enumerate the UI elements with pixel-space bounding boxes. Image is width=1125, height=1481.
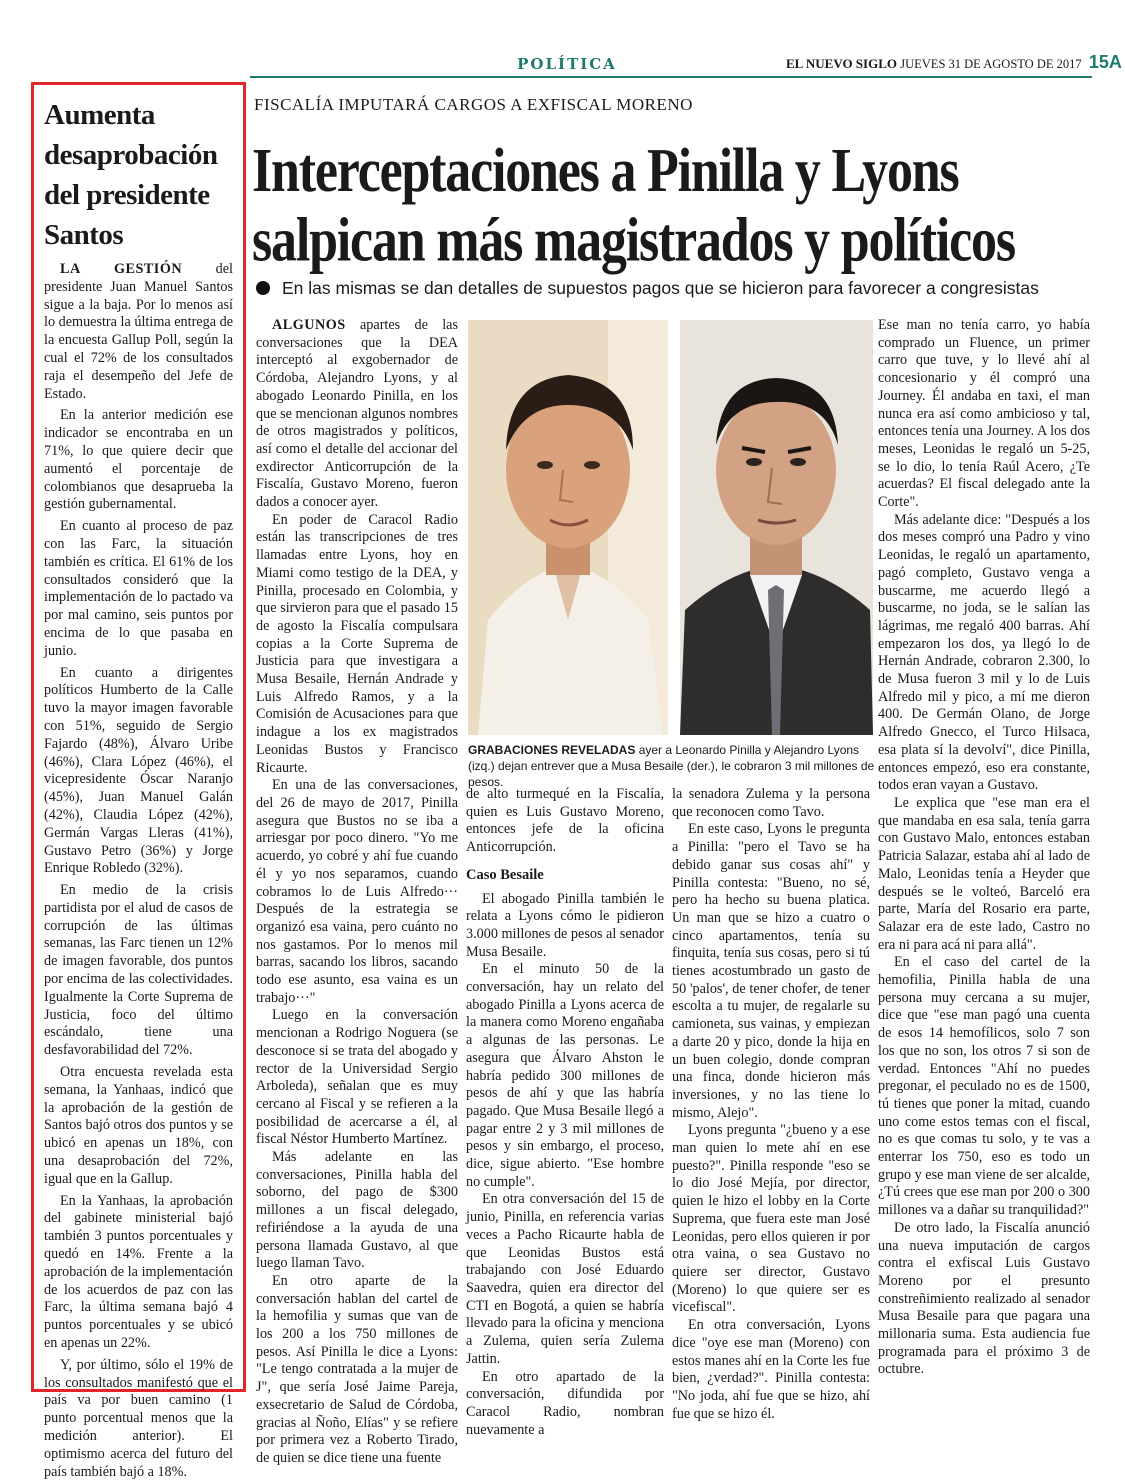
- sidebar-paragraph: En cuanto al proceso de paz con las Farc, la situación también es crítica. El 61% de los consultados consideró que la implementación de lo pactado va por mal camino, seis puntos por encima de lo que pasaba en junio.: [44, 518, 233, 659]
- article-column-4: [878, 317, 1090, 1397]
- deck-text: En las mismas se dan detalles de supuestos pagos que se hicieron para favorecer a congresistas: [282, 278, 1039, 298]
- sidebar-paragraph: Otra encuesta revelada esta semana, la Yanhaas, indicó que la aprobación de la gestión de Santos bajó otros dos puntos y se ubicó en apenas un 18%, con una desaprobación del 72%, igual que en la Gallup.: [44, 1064, 233, 1187]
- article-column-1: [256, 317, 458, 1466]
- sidebar-paragraph: En medio de la crisis partidista por el alud de casos de corrupción de las últimas semanas, las Farc tienen un 12% de imagen favorable, dos puntos por encima de las colectividades. Igualmente la Corte Suprema de Justicia, foco del último escándalo, tiene una desfavorabilidad del 72%.: [44, 882, 233, 1059]
- sidebar-paragraph: En la anterior medición ese indicador se encontraba en un 71%, lo que quiere decir que aumentó el porcentaje de colombianos que desaprueba la gestión gubernamental.: [44, 407, 233, 513]
- sidebar-lead: LA GESTIÓN: [60, 261, 183, 277]
- sidebar-paragraph: [44, 261, 233, 403]
- sidebar-paragraph: Y, por último, sólo el 19% de los consultados manifestó que el país va por buen camino (1 punto porcentual menos que la medición anterior). El optimismo acerca del futuro del país también bajó a 18%.: [44, 1356, 233, 1480]
- article-lead: ALGUNOS: [272, 317, 346, 333]
- page-number: 15A: [1088, 52, 1122, 72]
- sidebar-body: [34, 261, 243, 1481]
- sidebar-title-line: Santos: [44, 219, 124, 251]
- portrait-image: [680, 320, 873, 735]
- article-paragraph: En una de las conversaciones, del 26 de mayo de 2017, Pinilla asegura que Bustos no se iba a arriesgar por poco dinero. "Yo me acuerdo, yo cobré y ahí fue cuando él y yo nos separamos, cuando cobramos lo de Luis Alfredo··· Después de la estrategia se organizó esa vaina, pero cuánto no nos gastamos. Por lo menos mil barras, sacando los libros, sacando todo ese asunto, esa vaina es un trabajo···": [256, 777, 458, 1006]
- caption-text: ayer a Leonardo Pinilla y Alejandro Lyons (izq.) dejan entrever que a Musa Besaile (der.), le cobraron 3 mil millones de pesos.: [468, 743, 875, 789]
- sidebar-box: [31, 82, 246, 1480]
- article-paragraph: En otro apartado de la conversación, difundida por Caracol Radio, nombran nuevamente a: [466, 1368, 664, 1438]
- section-label: POLÍTICA: [517, 55, 617, 73]
- article-paragraph: En el minuto 50 de la conversación, hay un relato del abogado Pinilla a Lyons acerca de la manera como Moreno engañaba a algunas de las personas. Le asegura que Álvaro Ahston le habría pedido 300 millones de pesos de ahí y que las habría pagado. Que Musa Besaile llegó a pagar entre 2 y 3 mil millones de pesos y sin embargo, el proceso, dice, sigue abierto. "Ese hombre no cumple".: [466, 961, 664, 1190]
- sidebar-text: del presidente Juan Manuel Santos sigue a la baja. Por lo menos así lo demuestra la última entrega de la encuesta Gallup Poll, según la cual el 72% de los consultados raja el desempeño del Jefe de Estado.: [44, 261, 233, 402]
- article-paragraph: Ese man no tenía carro, yo había comprado un Fluence, un primer carro que tuve, y lo llevé ahí al concesionario y él compró una Journey. Él andaba en taxi, el man nunca era así como ambicioso y tal, entonces tenía una Journey. A los dos meses, Leonidas le regaló un 5-25, se lo dio, lo tenía Raúl Acero, ¿Te acuerdas? El fiscal delegado ante la Corte".: [878, 317, 1090, 511]
- photo-caption: [468, 742, 876, 790]
- sidebar-title-line: desaprobación: [44, 139, 218, 171]
- sidebar-title-line: Aumenta: [44, 99, 155, 131]
- bullet-icon: [256, 281, 270, 295]
- issue-date: JUEVES 31 DE AGOSTO DE 2017: [900, 57, 1082, 71]
- header-rule: [250, 76, 1092, 78]
- sidebar-paragraph: En cuanto a dirigentes políticos Humberto de la Calle tuvo la mayor imagen favorable con 51%, seguido de Sergio Fajardo (48%), Álvaro Uribe (46%), Clara López (46%), el vicepresidente Óscar Naranjo (45%), Juan Manuel Galán (42%), Claudia López (42%), Germán Vargas Lleras (41%), Gustavo Petro (36%) y Jorge Enrique Robledo (32%).: [44, 664, 233, 877]
- caption-label: GRABACIONES REVELADAS: [468, 743, 636, 757]
- subhead: Caso Besaile: [466, 866, 544, 883]
- article-paragraph: la senadora Zulema y la persona que reconocen como Tavo.: [672, 786, 870, 820]
- article-paragraph: En el caso del cartel de la hemofilia, Pinilla habla de una persona muy cercana a su mujer, dice que "ese man pagó una cuenta de esos 14 hemofílicos, solo 7 son los que no son, los otros 7 si son de verdad. Entonces "Ahí no puedes pregonar, el peculado no es de 1500, tú tienes que poner la mitad, cuando uno come estos temas con el fiscal, no es que comas tu solo, y te vas a enterrar los 750, eso es todo un grupo y ese man viene de ser alcalde, ¿Tú crees que ese man por 200 o 300 millones va a dañar su tranquilidad?": [878, 954, 1090, 1219]
- article-paragraph: Lyons pregunta "¿bueno y a ese man quien lo mete ahí en ese puesto?". Pinilla responde "eso se lo dio José Mejía, por director, quien le hizo el lobby en la Corte Suprema, que fuera este man José Leonidas, pero ellos quieren ir por otra vaina, o sea Gustavo no quiere ser director, Gustavo (Moreno) lo que quiere ser es vicefiscal".: [672, 1122, 870, 1316]
- article-deck: [256, 278, 1039, 299]
- article-paragraph: Le explica que "ese man era el que mandaba en esa sala, tenía garra con Gustavo Malo, entonces estaban Patricia Salazar, estaba ahí al lado de Malo, Leonidas tenía a Heyder que después se le volteó, Barceló era parte, María del Rosario era parte, Salazar era de este lado, Castro no era ni para acá ni para allá".: [878, 794, 1090, 953]
- headline-line: salpican más magistrados y políticos: [252, 206, 1015, 275]
- article-paragraph: El abogado Pinilla también le relata a Lyons cómo le pidieron 3.000 millones de pesos al senador Musa Besaile.: [466, 890, 664, 960]
- sidebar-title-line: del presidente: [44, 179, 210, 211]
- headline-line: Interceptaciones a Pinilla y Lyons: [252, 137, 959, 206]
- article-paragraph: En otra conversación, Lyons dice "oye ese man (Moreno) con estos manes ahí en la Corte les fue bien, ¿verdad?". Pinilla contesta: "No joda, ahí fue que se hizo, ahí fue que se hizo él.: [672, 1317, 870, 1422]
- photo-pinilla: [468, 320, 668, 735]
- article-paragraph: Luego en la conversación mencionan a Rodrigo Noguera (se desconoce si se trata del abogado y rector de la Universidad Sergio Arboleda), señalan que es muy cercano al Fiscal y se refieren a la posibilidad de acercarse a él, al fiscal Néstor Humberto Martínez.: [256, 1007, 458, 1148]
- masthead-info: [786, 52, 1122, 73]
- sidebar-title: [34, 85, 243, 261]
- article-text: apartes de las conversaciones que la DEA interceptó al exgobernador de Córdoba, Alejandro Lyons, y al abogado Leonardo Pinilla, en los que se mencionan algunos nombres de otros magistrados y políticos, así como el detalle del accionar del exdirector Anticorrupción de la Fiscalía, Gustavo Moreno, fueron dados a conocer ayer.: [256, 317, 458, 511]
- sidebar-paragraph: En la Yanhaas, la aprobación del gabinete ministerial bajó también 3 puntos porcentuales y quedó en 14%. Frente a la aprobación de la implementación de los acuerdos de paz con las Farc, la última semana bajó 4 puntos porcentuales y se ubicó en apenas un 22%.: [44, 1192, 233, 1352]
- article-paragraph: Más adelante dice: "Después a los dos meses compró una Padro y vino Leonidas, le regaló un apartamento, pagó completo, Gustavo venga a buscarme, me acuerdo llegó a buscarme, no joda, se le salían las lágrimas, me regaló 400 barras. Ahí empezaron los dos, ya llegó lo de Hernán Andrade, cobraron 2.300, lo de Musa fueron 3 mil y lo de Luis Alfredo mil y pico, a mí me dieron 400. De Germán Olano, de Jorge Alfredo Gnecco, el Turco Hilsaca, esa plata sí la devolví", dice Pinilla, entonces empezó, eso era constante, todos eran vayan a Gustavo.: [878, 511, 1090, 794]
- article-paragraph: de alto turmequé en la Fiscalía, quien es Luis Gustavo Moreno, entonces jefe de la oficina Anticorrupción.: [466, 786, 664, 856]
- article-paragraph: En poder de Caracol Radio están las transcripciones de tres llamadas entre Lyons, hoy en Miami como testigo de la DEA, y Pinilla, procesado en Colombia, y que sirvieron para que el pasado 15 de agosto la Fiscalía compulsara copias a la Corte Suprema de Justicia para que investigara a Musa Besaile, Hernán Andrade y Luis Alfredo Ramos, y a la Comisión de Acusaciones para que indague a los ex magistrados Leonidas Bustos y Francisco Ricaurte.: [256, 511, 458, 776]
- article-kicker: FISCALÍA IMPUTARÁ CARGOS A EXFISCAL MORENO: [254, 95, 693, 114]
- article-paragraph: [256, 317, 458, 512]
- article-column-2: [466, 786, 664, 1438]
- article-paragraph: Más adelante en las conversaciones, Pinilla habla del soborno, del pago de $300 millones a un fiscal delegado, refiriéndose a la ayuda de una persona llamada Gustavo, al que luego llaman Tavo.: [256, 1149, 458, 1272]
- article-paragraph: En otra conversación del 15 de junio, Pinilla, en referencia varias veces a Pacho Ricaurte habla de que Leonidas Bustos está trabajando con José Eduardo Saavedra, quien era director del CTI en Bogotá, a quien se habría llevado para la oficina y menciona a Zulema, quien sería Zulema Jattin.: [466, 1191, 664, 1367]
- article-paragraph: En este caso, Lyons le pregunta a Pinilla: "pero el Tavo se ha debido ganar sus cosas ahí" y Pinilla contesta: "Bueno, no sé, pero ha hecho su buena platica. Un man que se hizo a cuatro o cinco apartamentos, tenía su finquita, tenía sus cosas, pero si tú tienes acostumbrado un gasto de 50 'palos', de tener chofer, de tener escolta a tu mujer, de regalarle su camioneta, sus vainas, y empiezan a darte 20 y pico, donde la hija en un buen colegio, donde compran una finca, donde hicieron más inversiones, y no las tiene lo mismo, Alejo".: [672, 821, 870, 1121]
- article-headline: [252, 137, 1112, 276]
- photo-besaile: [680, 320, 873, 735]
- article-paragraph: En otro aparte de la conversación hablan del cartel de la hemofilia y sumas que van de los 200 a los 750 millones de pesos. Así Pinilla le dice a Lyons: "Le tengo contratada a la mujer de J", que sería José Jaime Pareja, exsecretario de Salud de Córdoba, gracias al Ñoño, Elías" y se refiere por primera vez a Roberto Tirado, de quien se dice tiene una fuente: [256, 1272, 458, 1466]
- portrait-image: [468, 320, 668, 735]
- paper-name: EL NUEVO SIGLO: [786, 56, 897, 71]
- article-paragraph: De otro lado, la Fiscalía anunció una nueva imputación de cargos contra el exfiscal Luis Gustavo Moreno por el presunto constreñimiento realizado al senador Musa Besaile para que pagara una millonaria suma. Esta audiencia fue programada para el próximo 3 de octubre.: [878, 1219, 1090, 1378]
- article-column-3: [672, 786, 870, 1422]
